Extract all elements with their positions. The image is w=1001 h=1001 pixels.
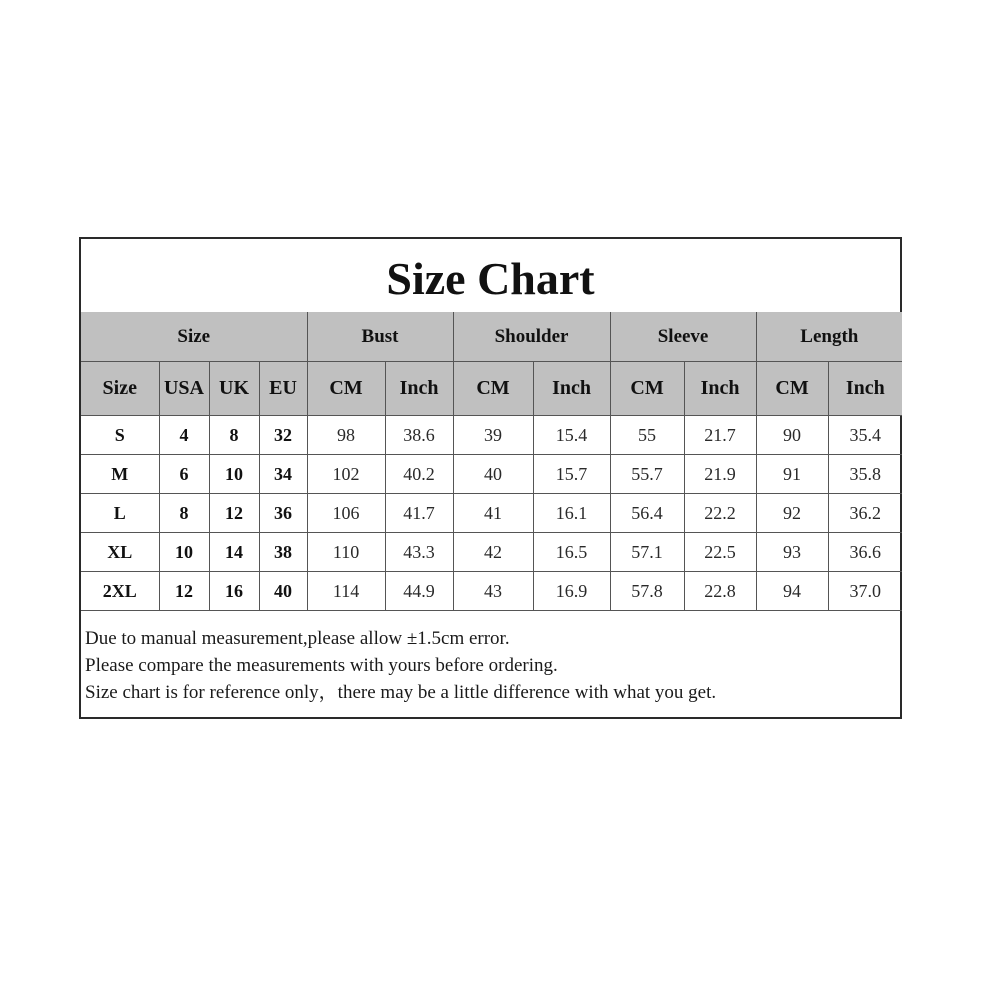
- table-cell: 21.9: [684, 455, 756, 494]
- sub-header-shoulder-cm: CM: [453, 362, 533, 416]
- table-cell: 56.4: [610, 494, 684, 533]
- table-cell: 22.5: [684, 533, 756, 572]
- table-cell: 110: [307, 533, 385, 572]
- table-cell: 10: [159, 533, 209, 572]
- sub-header-length-inch: Inch: [828, 362, 902, 416]
- table-cell: 36: [259, 494, 307, 533]
- sub-header-eu: EU: [259, 362, 307, 416]
- table-cell: 41.7: [385, 494, 453, 533]
- table-cell: 92: [756, 494, 828, 533]
- table-cell: 38.6: [385, 416, 453, 455]
- table-cell: 40: [259, 572, 307, 611]
- sub-header-sleeve-cm: CM: [610, 362, 684, 416]
- table-cell: XL: [81, 533, 159, 572]
- table-cell: S: [81, 416, 159, 455]
- table-cell: 35.4: [828, 416, 902, 455]
- sub-header-bust-inch: Inch: [385, 362, 453, 416]
- table-cell: L: [81, 494, 159, 533]
- table-cell: 34: [259, 455, 307, 494]
- chart-title: Size Chart: [81, 239, 900, 313]
- table-cell: 2XL: [81, 572, 159, 611]
- table-cell: 55.7: [610, 455, 684, 494]
- table-cell: 94: [756, 572, 828, 611]
- table-cell: 106: [307, 494, 385, 533]
- table-cell: 8: [159, 494, 209, 533]
- table-cell: 14: [209, 533, 259, 572]
- table-cell: 35.8: [828, 455, 902, 494]
- table-cell: 57.8: [610, 572, 684, 611]
- table-cell: 57.1: [610, 533, 684, 572]
- sub-header-row: [81, 362, 902, 416]
- table-row: [81, 455, 902, 494]
- table-cell: 98: [307, 416, 385, 455]
- table-cell: 40: [453, 455, 533, 494]
- note-line: Due to manual measurement,please allow ±1.5cm error.: [85, 628, 510, 649]
- table-cell: 8: [209, 416, 259, 455]
- table-cell: 90: [756, 416, 828, 455]
- table-cell: 102: [307, 455, 385, 494]
- group-header-shoulder: Shoulder: [453, 312, 610, 362]
- group-header-length: Length: [756, 312, 902, 362]
- sub-header-sleeve-inch: Inch: [684, 362, 756, 416]
- note-line: Size chart is for reference only，there may be a little difference with what you get.: [85, 682, 717, 703]
- group-header-bust: Bust: [307, 312, 453, 362]
- sub-header-bust-cm: CM: [307, 362, 385, 416]
- table-cell: 16.9: [533, 572, 610, 611]
- sub-header-size: Size: [81, 362, 159, 416]
- sub-header-uk: UK: [209, 362, 259, 416]
- table-cell: 16.5: [533, 533, 610, 572]
- table-cell: 12: [209, 494, 259, 533]
- table-row: [81, 533, 902, 572]
- table-cell: 12: [159, 572, 209, 611]
- table-cell: 42: [453, 533, 533, 572]
- table-cell: 21.7: [684, 416, 756, 455]
- table-cell: 39: [453, 416, 533, 455]
- table-cell: 36.2: [828, 494, 902, 533]
- sub-header-shoulder-inch: Inch: [533, 362, 610, 416]
- table-cell: 44.9: [385, 572, 453, 611]
- group-header-size: Size: [81, 312, 307, 362]
- table-cell: 55: [610, 416, 684, 455]
- group-header-sleeve: Sleeve: [610, 312, 756, 362]
- table-cell: 16.1: [533, 494, 610, 533]
- notes: [85, 625, 895, 706]
- table-cell: 32: [259, 416, 307, 455]
- table-cell: 15.4: [533, 416, 610, 455]
- size-chart: [79, 237, 902, 719]
- table-cell: 40.2: [385, 455, 453, 494]
- table-row: [81, 494, 902, 533]
- table-cell: 43.3: [385, 533, 453, 572]
- table-cell: 6: [159, 455, 209, 494]
- table-row: [81, 572, 902, 611]
- note-line: Please compare the measurements with yours before ordering.: [85, 655, 558, 676]
- sub-header-length-cm: CM: [756, 362, 828, 416]
- table-cell: 37.0: [828, 572, 902, 611]
- table-cell: 91: [756, 455, 828, 494]
- table-cell: 15.7: [533, 455, 610, 494]
- table-row: [81, 416, 902, 455]
- table-cell: 16: [209, 572, 259, 611]
- table-cell: 22.2: [684, 494, 756, 533]
- table-cell: 38: [259, 533, 307, 572]
- sub-header-usa: USA: [159, 362, 209, 416]
- table-cell: 43: [453, 572, 533, 611]
- table-cell: 10: [209, 455, 259, 494]
- table-cell: 93: [756, 533, 828, 572]
- table-cell: 41: [453, 494, 533, 533]
- table-cell: 22.8: [684, 572, 756, 611]
- table-cell: 4: [159, 416, 209, 455]
- group-header-row: [81, 312, 902, 362]
- table-cell: 36.6: [828, 533, 902, 572]
- size-table: [81, 312, 902, 611]
- table-cell: 114: [307, 572, 385, 611]
- table-cell: M: [81, 455, 159, 494]
